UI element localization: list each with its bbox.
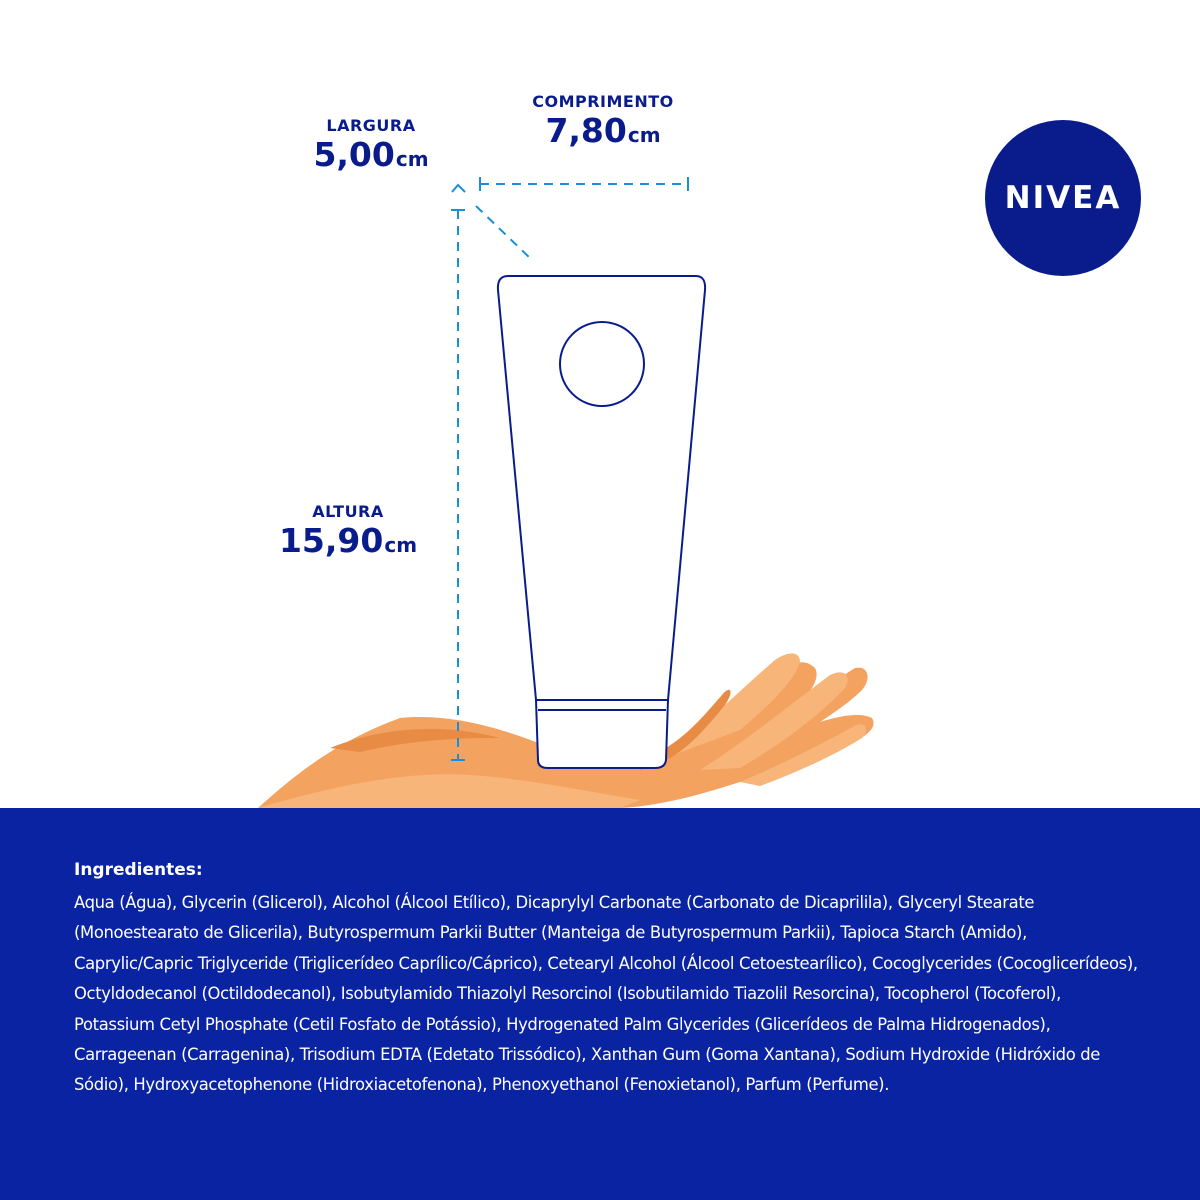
height-label: ALTURA [312, 502, 384, 521]
length-dimension [508, 92, 698, 150]
tube-illustration [498, 276, 705, 768]
height-unit: cm [384, 533, 418, 557]
length-value: 7,80 [545, 111, 627, 150]
height-value: 15,90 [278, 521, 384, 560]
width-unit: cm [395, 147, 429, 171]
length-unit: cm [627, 123, 661, 147]
ingredients-list: Aqua (Água), Glycerin (Glicerol), Alcohol (Álcool Etílico), Dicaprylyl Carbonate (Carbonato de Dicaprilila), Glyceryl Stearate (Monoestearato de Glicerila), Butyrospermum Parkii Butter (Manteiga de Butyrospermum Parkii), Tapioca Starch (Amido), Caprylic/Capric Triglyceride (Triglicerídeo Caprílico/Cáprico), Cetearyl Alcohol (Álcool Cetoestearílico), Cocoglycerides (Cocoglicerídeos), Octyldodecanol (Octildodecanol), Isobutylamido Thiazolyl Resorcinol (Isobutilamido Tiazolil Resorcina), Tocopherol (Tocoferol), Potassium Cetyl Phosphate (Cetil Fosfato de Potássio), Hydrogenated Palm Glycerides (Glicerídeos de Palma Hidrogenados), Carrageenan (Carragenina), Trisodium EDTA (Edetato Trissódico), Xanthan Gum (Goma Xantana), Sodium Hydroxide (Hidróxido de Sódio), Hydroxyacetophenone (Hidroxiacetofenona), Phenoxyethanol (Fenoxietanol), Parfum (Perfume). [74, 893, 1138, 1095]
width-label: LARGURA [326, 116, 416, 135]
length-label: COMPRIMENTO [532, 92, 674, 111]
nivea-logo [985, 120, 1141, 276]
width-dimension [296, 116, 446, 174]
ingredients-title: Ingredientes: [74, 860, 203, 880]
logo-text: NIVEA [1004, 180, 1122, 216]
height-dimension [268, 502, 428, 560]
width-value: 5,00 [313, 135, 395, 174]
